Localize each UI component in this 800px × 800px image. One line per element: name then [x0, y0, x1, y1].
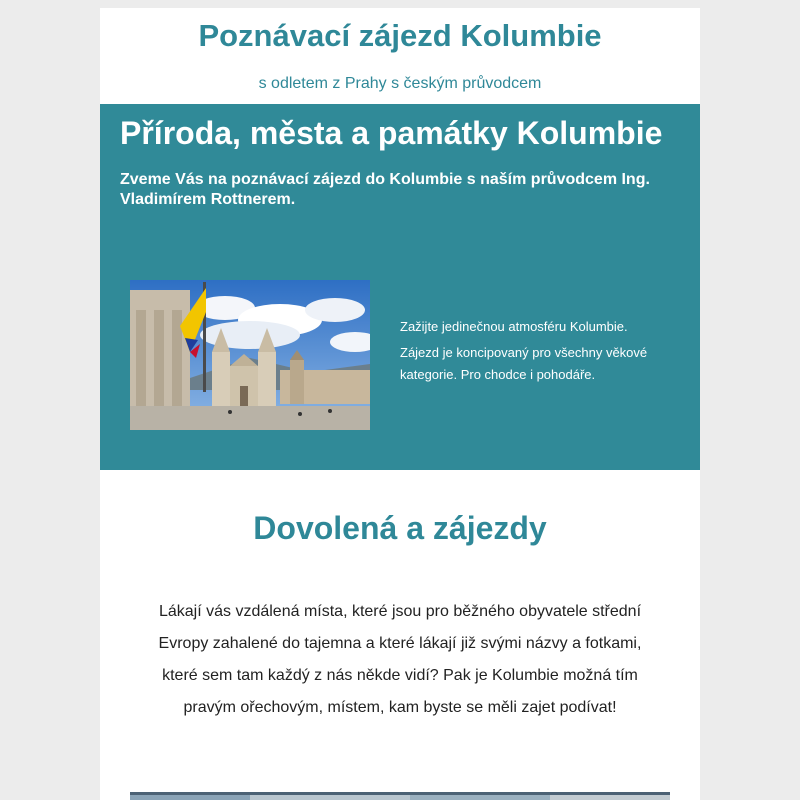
hero-intro: Zveme Vás na poznávací zájezd do Kolumbie s naším průvodcem Ing. Vladimírem Rottnerem. [120, 171, 650, 208]
email-content [100, 8, 700, 800]
section-body: Lákají vás vzdálená místa, které jsou pro běžného obyvatele střední Evropy zahalené do tajemna a které lákají již svými názvy a fotkami, které sem tam každý z nás někde vidí? Pak je Kolumbie možná tím pravým ořechovým, místem, kam byste se měli zajet podívat! [158, 603, 642, 716]
hero-paragraph-categories: Zájezd je koncipovaný pro všechny věkové kategorie. Pro chodce i pohodáře. [400, 345, 648, 382]
colombia-street-photo[interactable] [130, 792, 670, 800]
hero-title: Příroda, města a památky Kolumbie [120, 115, 663, 151]
hero-banner [100, 104, 700, 470]
hero-paragraph-atmosphere: Zažijte jedinečnou atmosféru Kolumbie. [400, 319, 628, 334]
bogota-cathedral-photo[interactable] [130, 280, 370, 430]
page-title: Poznávací zájezd Kolumbie [198, 18, 602, 53]
section-title: Dovolená a zájezdy [253, 510, 547, 546]
hero-description [400, 316, 670, 390]
page-subtitle: s odletem z Prahy s českým průvodcem [258, 75, 542, 92]
